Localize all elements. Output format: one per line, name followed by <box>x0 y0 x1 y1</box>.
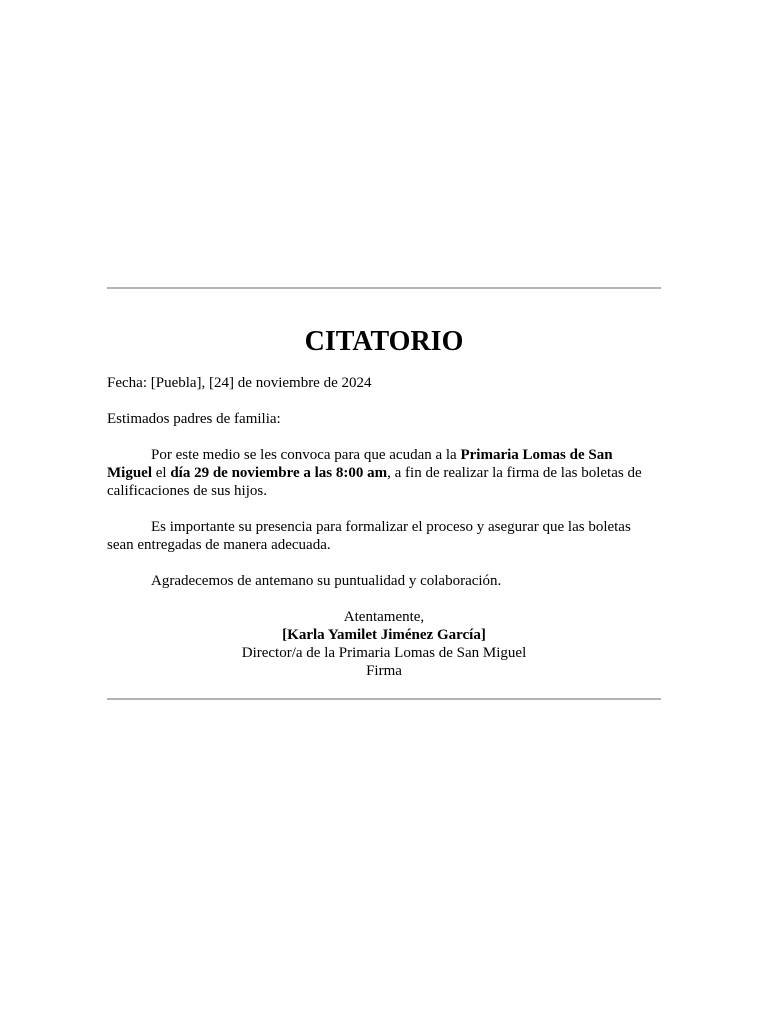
letter <box>107 287 661 700</box>
salutation: Atentamente, <box>343 609 425 625</box>
date-line: Fecha: [Puebla], [24] de noviembre de 2024 <box>107 375 372 391</box>
paragraph-thanks: Agradecemos de antemano su puntualidad y colaboración. <box>151 573 502 589</box>
paragraph-text: , a fin de realizar la firma de las boletas de calificaciones de sus hijos. <box>107 465 642 499</box>
appointment-date: día 29 de noviembre a las 8:00 am <box>170 465 388 481</box>
paragraph-importance: Es importante su presencia para formalizar el proceso y asegurar que las boletas sean entregadas de manera adecuada. <box>107 519 631 553</box>
paragraph-text: Por este medio se les convoca para que acudan a la <box>151 447 461 463</box>
paragraph-convocation <box>107 446 661 500</box>
greeting: Estimados padres de familia: <box>107 411 281 427</box>
signer-role: Director/a de la Primaria Lomas de San Miguel <box>241 645 527 661</box>
signer-name: [Karla Yamilet Jiménez García] <box>282 627 486 643</box>
signature-label: Firma <box>366 663 402 679</box>
closing-block <box>107 608 661 680</box>
top-divider <box>107 287 661 289</box>
bottom-divider <box>107 698 661 700</box>
document-title: CITATORIO <box>304 326 464 357</box>
paragraph-text: el <box>152 465 171 481</box>
school-name: Primaria Lomas de San Miguel <box>107 447 613 481</box>
